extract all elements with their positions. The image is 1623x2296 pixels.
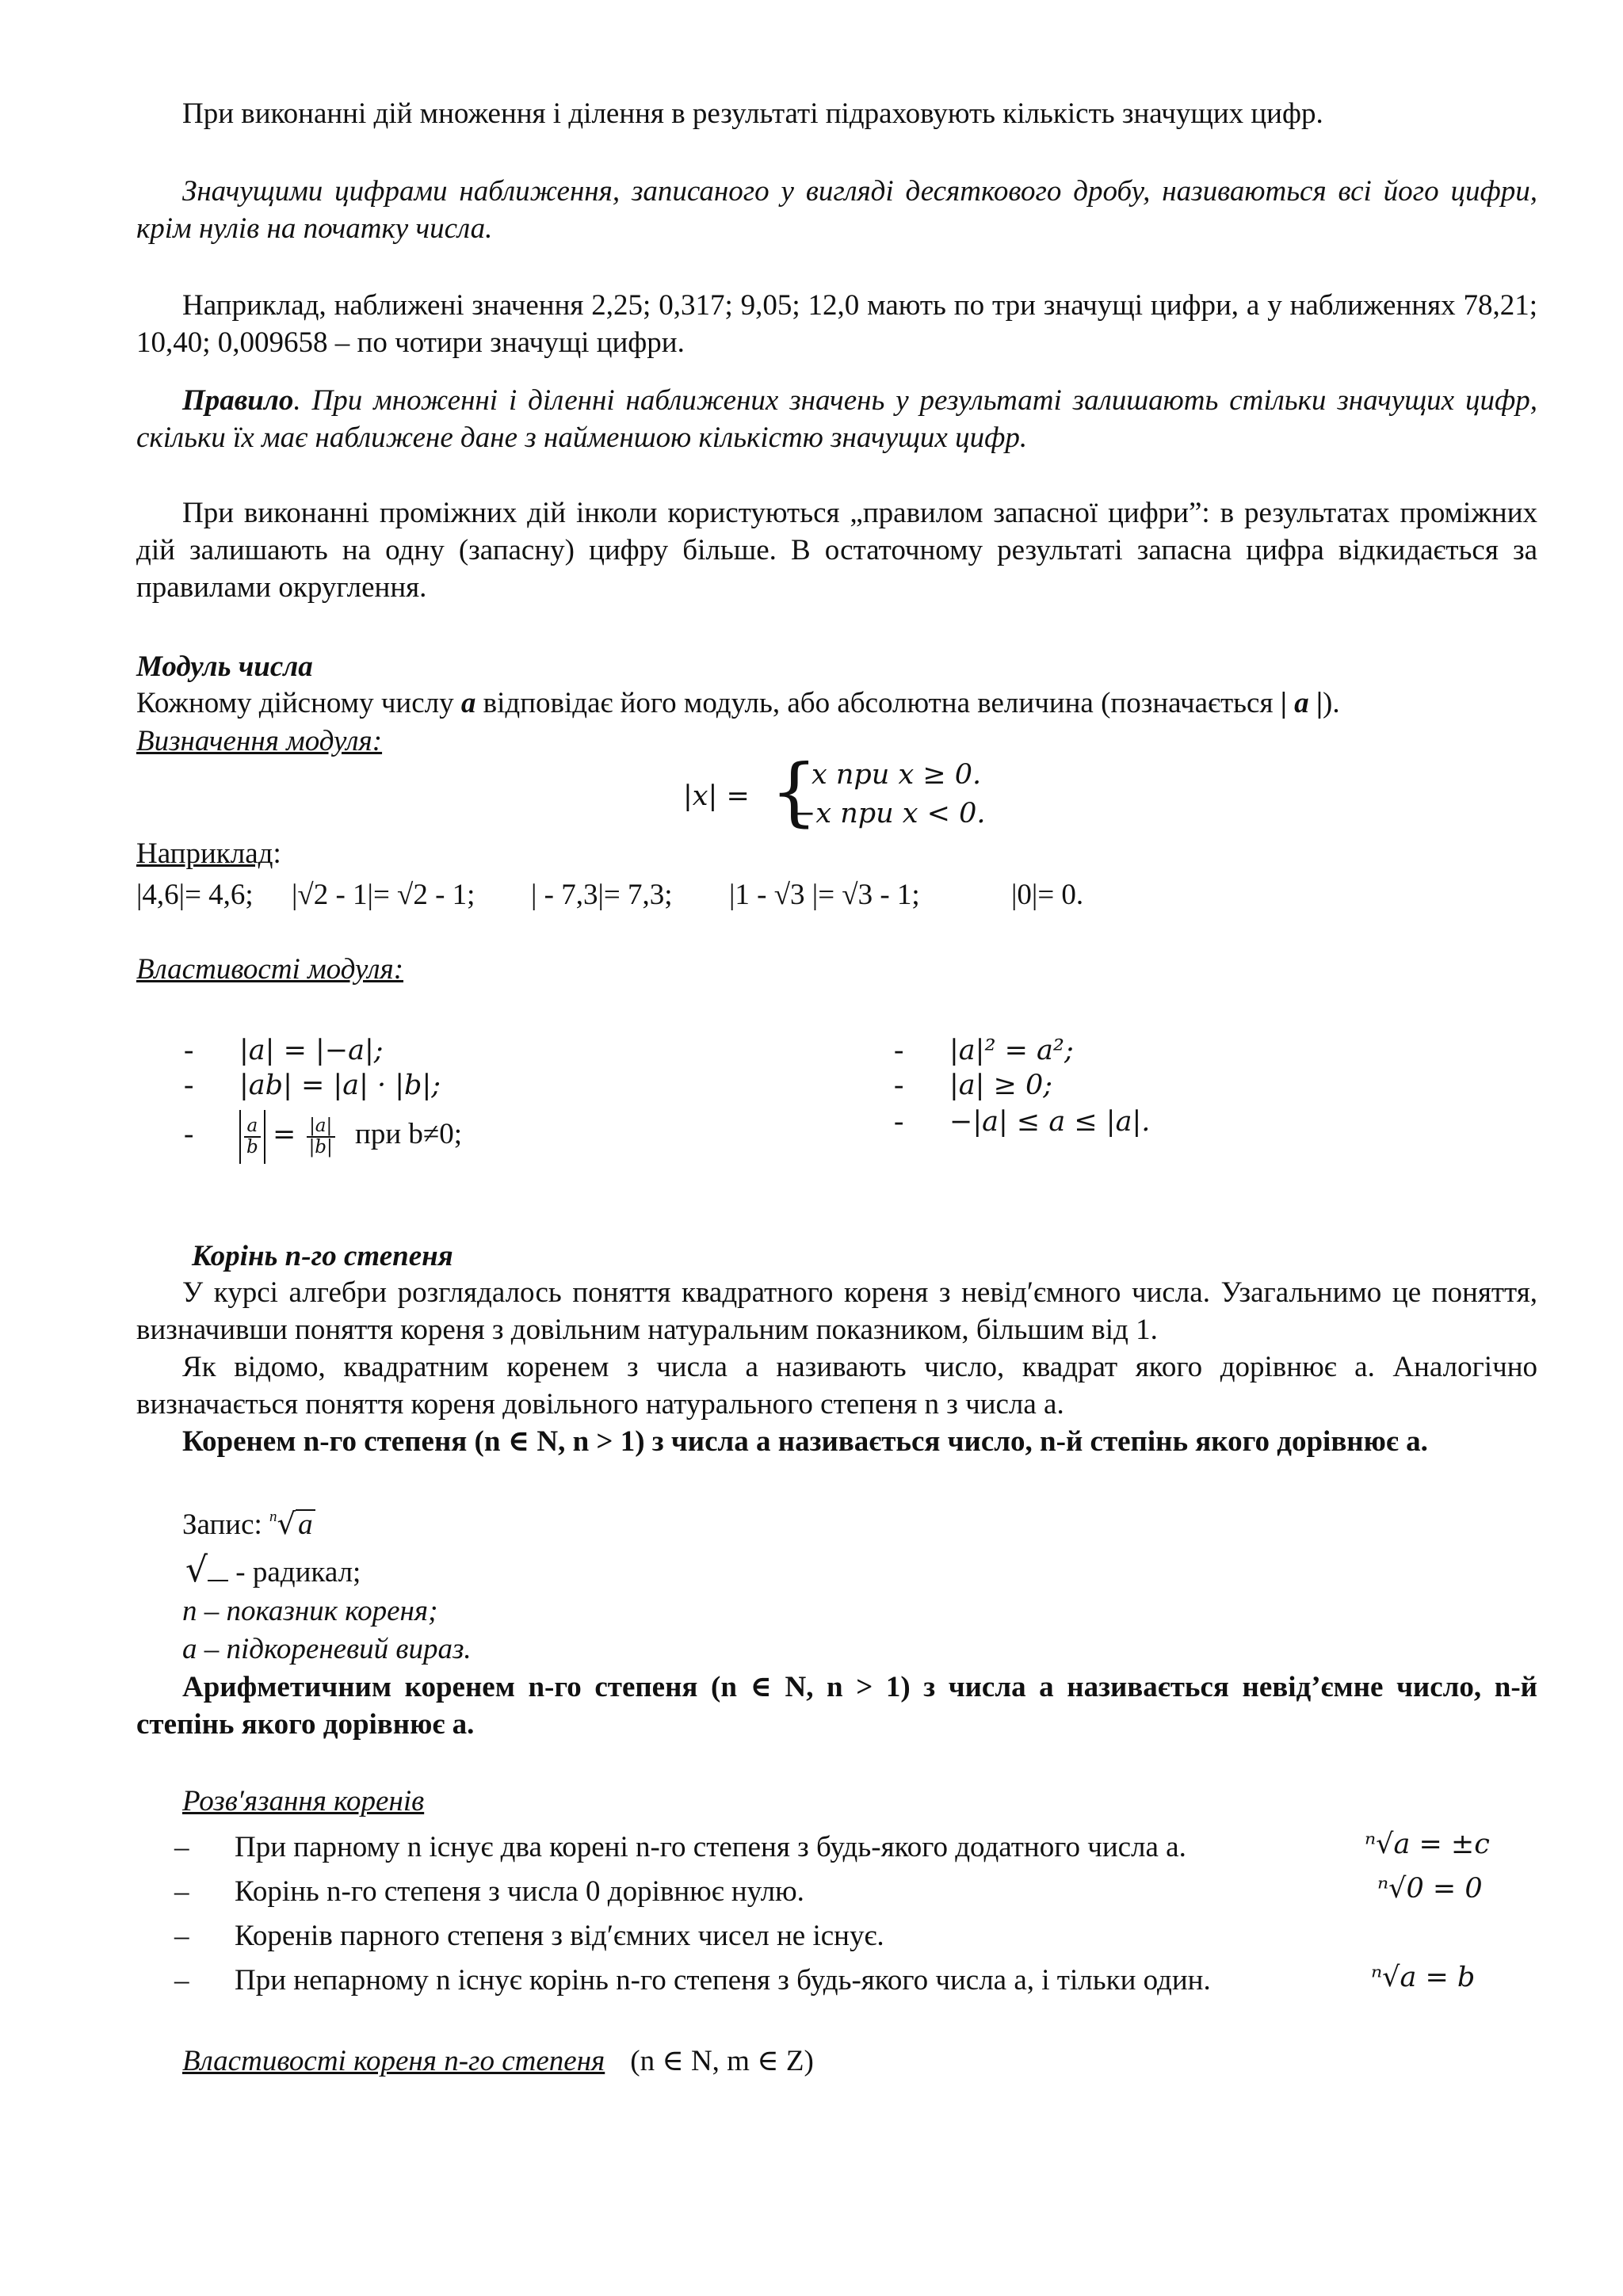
radical-icon: √ [277, 1507, 296, 1541]
root-props-title: Властивості кореня n-го степеня [182, 2045, 605, 2077]
modulus-definition-label: Визначення модуля: [136, 725, 383, 757]
brace-icon: { [770, 749, 818, 835]
modulus-formula-case2: −x при x < 0. [792, 798, 986, 830]
dash: – [174, 1831, 189, 1863]
frac-abs-den: |b| [308, 1136, 333, 1158]
modulus-intro-end: ). [1323, 687, 1340, 719]
solving-item-4-text: При непарному n існує корінь n-го степеня з будь-якого числа a, і тільки один. [235, 1964, 1211, 1997]
radical-symbol-icon: √ [185, 1550, 208, 1590]
root-index: n [269, 1508, 277, 1525]
paragraph-definition [136, 173, 1537, 247]
modulus-example-4: |1 - √3 |= √3 - 1; [729, 879, 920, 911]
modulus-example-1: |4,6|= 4,6; [136, 879, 254, 911]
solving-item-2 [174, 1873, 804, 1910]
example-text: Наприклад, наближені значення 2,25; 0,317; 9,05; 12,0 мають по три значущі цифри, а у наближеннях 78,21; 10,40; 0,009658 – по чотири значущі цифри. [136, 289, 1537, 359]
solving-item-3 [174, 1917, 884, 1955]
radical-line [185, 1551, 361, 1591]
modulus-intro-post: відповідає його модуль, або абсолютна величина (позначається [475, 687, 1281, 719]
modulus-var-a: a [460, 687, 476, 719]
prop-right-3-formula: −|a| ≤ a ≤ |a|. [949, 1106, 1151, 1138]
dash: - [894, 1105, 904, 1138]
root-p1: У курсі алгебри розглядалось поняття квадратного кореня з невід′ємного числа. Узагальнимо це поняття, визначивши поняття кореня з довільним натуральним показником, більшим від 1. [136, 1276, 1537, 1346]
record-label: Запис: [182, 1508, 270, 1541]
prop-right-3 [894, 1103, 1150, 1141]
spare-digit-text: При виконанні проміжних дій інколи користуються „правилом запасної цифри”: в результатах проміжних дій залишають на одну (запасну) цифру більше. В остаточному результаті запасна цифра відкидається за правилами округлення. [136, 497, 1537, 604]
modulus-formula-case1: x при x ≥ 0. [812, 759, 982, 791]
definition-text: Значущими цифрами наближення, записаного у вигляді десяткового дробу, називаються всі його цифри, крім нулів на початку числа. [136, 175, 1537, 245]
prop-left-3 [184, 1108, 462, 1164]
dash: – [174, 1964, 189, 1997]
rule-text: . При множенні і діленні наближених значень у результаті залишають стільки значущих цифр, скільки їх має наближене дане з найменшою кількістю значущих цифр. [136, 384, 1537, 454]
radicand-line: a – підкореневий вираз. [182, 1633, 472, 1665]
abs-bar-right [264, 1110, 265, 1164]
dash: - [894, 1069, 904, 1101]
modulus-formula-lhs: |x| = [683, 780, 750, 812]
solving-heading: Розв′язання коренів [182, 1785, 425, 1817]
root-props-cond: (n ∈ N, m ∈ Z) [630, 2045, 814, 2077]
modulus-example-2: |√2 - 1|= √2 - 1; [292, 879, 475, 911]
root-def1: Коренем n-го степеня (n ∈ N, n > 1) з числа a називається число, n-й степінь якого дорівнює a. [182, 1425, 1428, 1458]
paragraph-example [136, 287, 1537, 361]
frac-abs-num: |a| [307, 1116, 335, 1138]
dash: – [174, 1875, 189, 1908]
intro-text: При виконанні дій множення і ділення в результаті підраховують кількість значущих цифр. [182, 97, 1323, 130]
solving-item-2-text: Корінь n-го степеня з числа 0 дорівнює нулю. [235, 1875, 804, 1908]
modulus-intro [136, 685, 1340, 722]
prop-right-2-formula: |a| ≥ 0; [949, 1070, 1053, 1101]
prop-right-2 [894, 1066, 1052, 1104]
index-line: n – показник кореня; [182, 1595, 438, 1627]
prop-left-2 [184, 1066, 441, 1104]
modulus-example-label-row [136, 835, 281, 872]
modulus-example-5: |0|= 0. [1011, 879, 1084, 911]
prop-left-2-formula: |ab| = |a| · |b|; [239, 1070, 441, 1101]
paragraph-spare-digit [136, 494, 1537, 606]
example-label: Наприклад [136, 837, 273, 870]
rule-label: Правило [182, 384, 294, 417]
dash: - [894, 1034, 904, 1066]
dash: – [174, 1920, 189, 1952]
bar-right: | [1308, 687, 1323, 719]
radical-bar [208, 1580, 228, 1581]
solving-item-1-text: При парному n існує два корені n-го степеня з будь-якого додатного числа a. [235, 1831, 1186, 1863]
solving-item-3-text: Коренів парного степеня з від′ємних чисел не існує. [235, 1920, 884, 1952]
modulus-heading: Модуль числа [136, 650, 313, 683]
bar-left: | [1280, 687, 1295, 719]
frac-den: b [246, 1136, 258, 1158]
dash: - [184, 1034, 194, 1066]
fraction-a-over-b [244, 1116, 261, 1158]
fraction-abs [307, 1116, 335, 1158]
frac-equals: = [272, 1119, 296, 1150]
root-p2: Як відомо, квадратним коренем з числа a називають число, квадрат якого дорівнює a. Аналогічно визначається поняття кореня довільного натурального степеня n з числа a. [136, 1351, 1537, 1421]
prop-right-1 [894, 1032, 1074, 1070]
solving-item-1 [174, 1829, 1186, 1866]
root-record [182, 1505, 315, 1548]
frac-condition: при b≠0; [355, 1118, 462, 1150]
root-props-heading [182, 2042, 814, 2080]
root-radicand: a [296, 1509, 315, 1539]
dash: - [184, 1118, 194, 1150]
prop-right-1-formula: |a|² = a²; [949, 1035, 1074, 1066]
root-heading: Корінь n-го степеня [192, 1240, 453, 1272]
prop-left-1 [184, 1032, 384, 1070]
solving-formula-2: ⁿ√0 = 0 [1377, 1873, 1483, 1905]
solving-formula-1: ⁿ√a = ±c [1365, 1829, 1490, 1860]
example-colon: : [273, 837, 281, 870]
modulus-intro-pre: Кожному дійсному числу [136, 687, 461, 719]
modulus-properties-label: Властивості модуля: [136, 953, 404, 986]
radical-text: - радикал; [228, 1556, 361, 1589]
modulus-example-3: | - 7,3|= 7,3; [531, 879, 673, 911]
solving-item-4 [174, 1962, 1211, 1999]
paragraph-rule [136, 382, 1537, 456]
prop-left-1-formula: |a| = |−a|; [239, 1035, 384, 1066]
abs-bar-left [239, 1110, 241, 1164]
root-def2: Арифметичним коренем n-го степеня (n ∈ N, n > 1) з числа a називається невід’ємне число, n-й степінь якого дорівнює a. [136, 1671, 1537, 1741]
solving-formula-4: ⁿ√a = b [1371, 1962, 1476, 1993]
dash: - [184, 1069, 194, 1101]
paragraph-intro [136, 95, 1537, 132]
modulus-var-a-2: a [1294, 687, 1309, 719]
frac-num: a [244, 1116, 261, 1138]
